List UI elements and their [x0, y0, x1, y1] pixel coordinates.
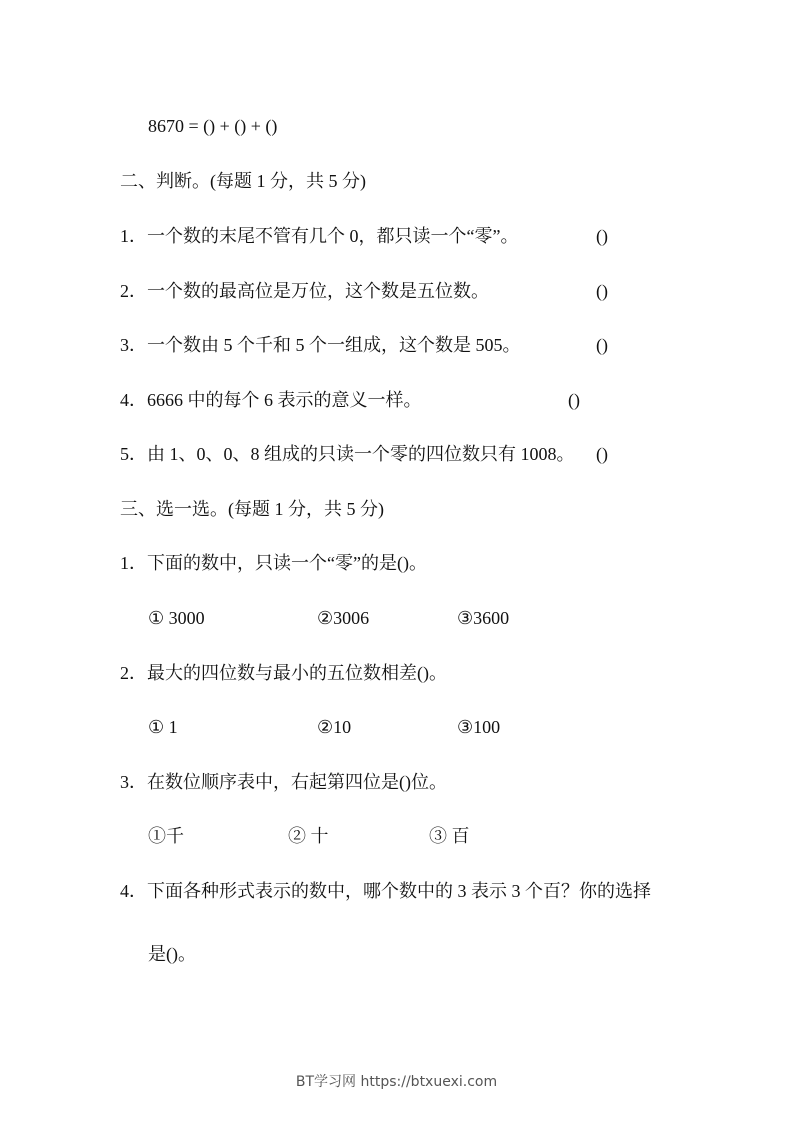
choice-option-1a: ① 3000 — [148, 608, 205, 628]
judge-answer-paren-1: () — [596, 226, 608, 246]
section-heading-choice: 三、选一选。(每题 1 分，共 5 分) — [120, 499, 384, 519]
choice-option-1b: ②3006 — [317, 608, 370, 628]
choice-question-2: 2．最大的四位数与最小的五位数相差()。 — [120, 663, 447, 683]
equation-line: 8670 = () + () + () — [148, 116, 278, 136]
choice-question-4-continued: 是()。 — [148, 944, 196, 964]
choice-option-2b: ②10 — [317, 717, 352, 737]
judge-answer-paren-4: () — [568, 390, 580, 410]
section-heading-judge: 二、判断。(每题 1 分，共 5 分) — [120, 171, 366, 191]
choice-option-3a: ①千 — [148, 826, 184, 846]
choice-option-2c: ③100 — [457, 717, 501, 737]
choice-question-1: 1．下面的数中，只读一个“零”的是()。 — [120, 553, 427, 573]
judge-item-5: 5．由 1、0、0、8 组成的只读一个零的四位数只有 1008。 — [120, 444, 575, 464]
choice-question-4: 4．下面各种形式表示的数中，哪个数中的 3 表示 3 个百？你的选择 — [120, 881, 651, 901]
judge-answer-paren-5: () — [596, 444, 608, 464]
page-footer: BT学习网 https://btxuexi.com — [295, 1074, 498, 1090]
choice-question-3: 3．在数位顺序表中，右起第四位是()位。 — [120, 772, 447, 792]
choice-option-3c: ③ 百 — [429, 826, 470, 846]
judge-answer-paren-3: () — [596, 335, 608, 355]
choice-option-3b: ② 十 — [288, 826, 329, 846]
choice-option-2a: ① 1 — [148, 717, 178, 737]
choice-option-1c: ③3600 — [457, 608, 510, 628]
judge-item-4: 4．6666 中的每个 6 表示的意义一样。 — [120, 390, 422, 410]
judge-item-3: 3．一个数由 5 个千和 5 个一组成，这个数是 505。 — [120, 335, 521, 355]
judge-item-1: 1．一个数的末尾不管有几个 0，都只读一个“零”。 — [120, 226, 519, 246]
judge-item-2: 2．一个数的最高位是万位，这个数是五位数。 — [120, 281, 489, 301]
judge-answer-paren-2: () — [596, 281, 608, 301]
